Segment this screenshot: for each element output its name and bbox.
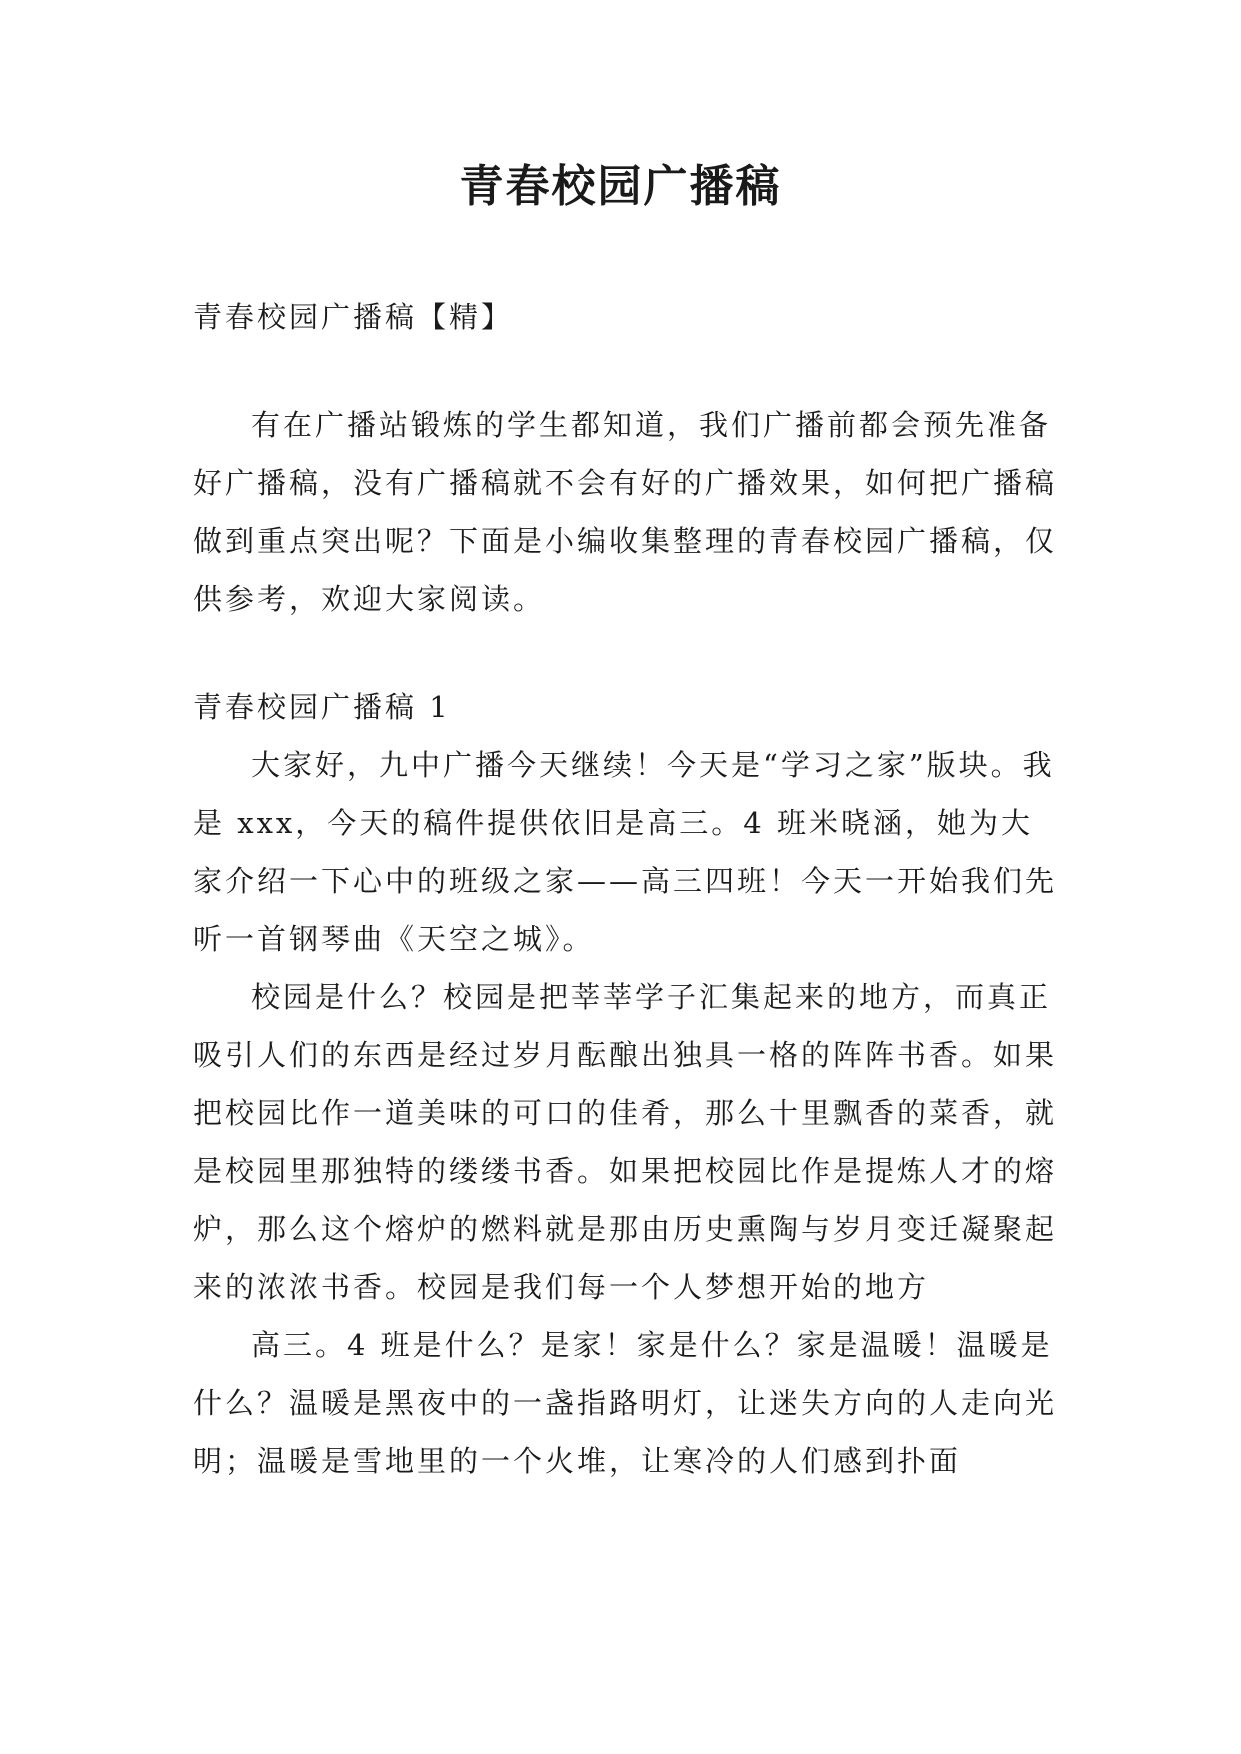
document-subtitle: 青春校园广播稿【精】 bbox=[193, 300, 514, 334]
body-paragraph: 大家好，九中广播今天继续！今天是“学习之家”版块。我是 xxx，今天的稿件提供依旧是高三。4 班米晓涵，她为大家介绍一下心中的班级之家——高三四班！今天一开始我们先听一首钢琴曲《天空之城》。 bbox=[193, 748, 1058, 956]
body-paragraph: 高三。4 班是什么？是家！家是什么？家是温暖！温暖是什么？温暖是黑夜中的一盏指路明灯，让迷失方向的人走向光明；温暖是雪地里的一个火堆，让寒冷的人们感到扑面 bbox=[193, 1328, 1058, 1478]
intro-paragraph: 有在广播站锻炼的学生都知道，我们广播前都会预先准备好广播稿，没有广播稿就不会有好的广播效果，如何把广播稿做到重点突出呢？下面是小编收集整理的青春校园广播稿，仅供参考，欢迎大家阅读。 bbox=[193, 408, 1058, 616]
body-paragraph: 校园是什么？校园是把莘莘学子汇集起来的地方，而真正吸引人们的东西是经过岁月酝酿出独具一格的阵阵书香。如果把校园比作一道美味的可口的佳肴，那么十里飘香的菜香，就是校园里那独特的缕缕书香。如果把校园比作是提炼人才的熔炉，那么这个熔炉的燃料就是那由历史熏陶与岁月变迁凝聚起来的浓浓书香。校园是我们每一个人梦想开始的地方 bbox=[193, 980, 1058, 1304]
document-title: 青春校园广播稿 bbox=[459, 161, 782, 212]
document-body bbox=[193, 288, 1061, 1490]
section-heading: 青春校园广播稿 1 bbox=[193, 690, 451, 724]
